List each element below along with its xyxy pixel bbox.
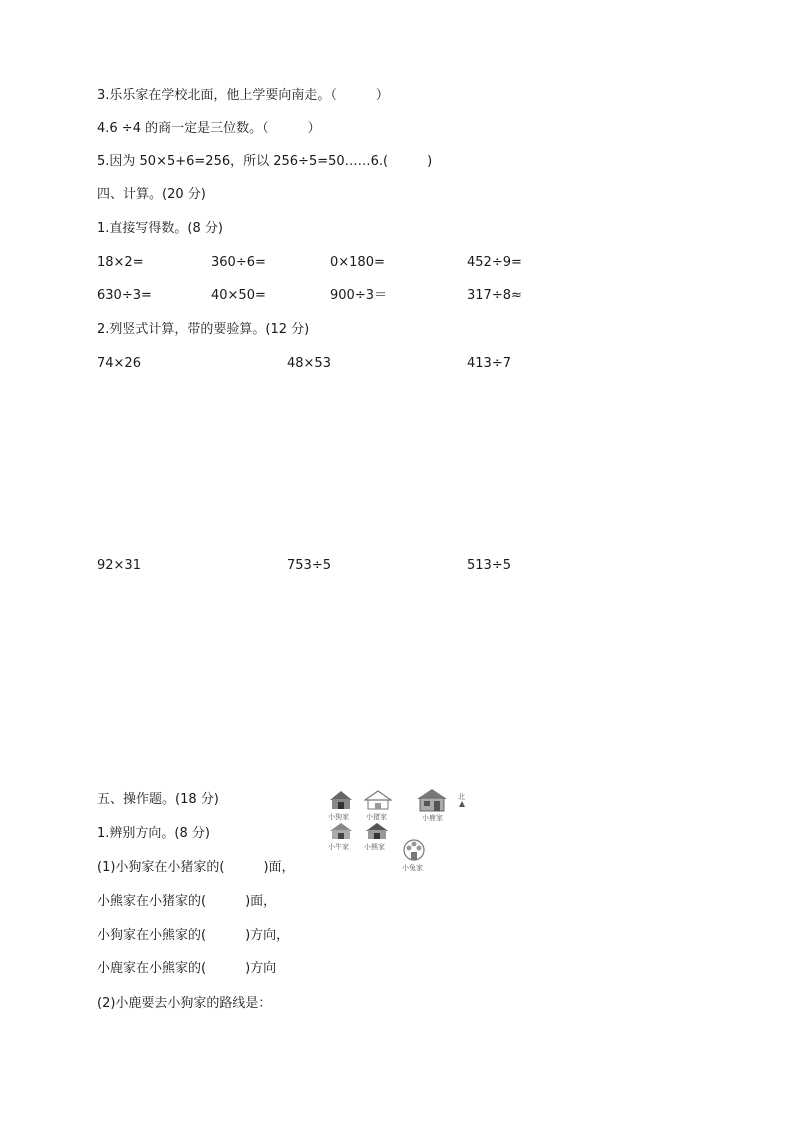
vertical-item: 513÷5 [467,558,511,573]
deer-house-icon [416,788,448,812]
north-label: 北 [458,793,465,801]
oral-item: 317÷8≈ [467,288,522,303]
oral-item: 40×50= [211,288,266,303]
direction-line-2: 小熊家在小猪家的( )面， [97,894,277,909]
deer-house-label: 小鹿家 [422,814,443,822]
oral-item: 0×180= [330,255,385,270]
bear-house-icon [364,822,390,840]
direction-map [322,788,472,874]
cow-house-icon [328,822,354,840]
vertical-item: 92×31 [97,558,141,573]
vertical-item: 753÷5 [287,558,331,573]
direction-line-1: (1)小狗家在小猪家的( )面， [97,860,295,875]
pig-house-icon [364,790,392,810]
section4-part2-title: 2.列竖式计算，带的要验算。(12 分) [97,322,310,337]
vertical-item: 48×53 [287,356,331,371]
section5-title: 五、操作题。(18 分) [97,792,219,807]
section4-part1-title: 1.直接写得数。(8 分) [97,221,223,236]
direction-line-4: 小鹿家在小熊家的( )方向 [97,961,277,976]
judgement-q3: 3.乐乐家在学校北面，他上学要向南走。（ ） [97,88,389,103]
north-arrow-icon [459,801,465,807]
bear-house-label: 小熊家 [364,843,385,851]
rabbit-house-icon [400,838,428,862]
dog-house-icon [328,790,354,810]
oral-item: 900÷3＝ [330,288,387,303]
vertical-item: 74×26 [97,356,141,371]
oral-item: 630÷3= [97,288,152,303]
judgement-q5: 5.因为 50×5+6=256，所以 256÷5=50……6.( ) [97,154,433,169]
judgement-q4: 4.6 ÷4 的商一定是三位数。（ ） [97,121,321,136]
rabbit-house-label: 小兔家 [402,864,423,872]
route-question: (2)小鹿要去小狗家的路线是： [97,996,272,1011]
cow-house-label: 小牛家 [328,843,349,851]
oral-item: 360÷6= [211,255,266,270]
oral-item: 18×2= [97,255,144,270]
vertical-item: 413÷7 [467,356,511,371]
section5-part1-title: 1.辨别方向。(8 分) [97,826,210,841]
oral-item: 452÷9= [467,255,522,270]
section4-title: 四、计算。(20 分) [97,187,206,202]
pig-house-label: 小猪家 [366,813,387,821]
dog-house-label: 小狗家 [328,813,349,821]
direction-line-3: 小狗家在小熊家的( )方向， [97,928,290,943]
